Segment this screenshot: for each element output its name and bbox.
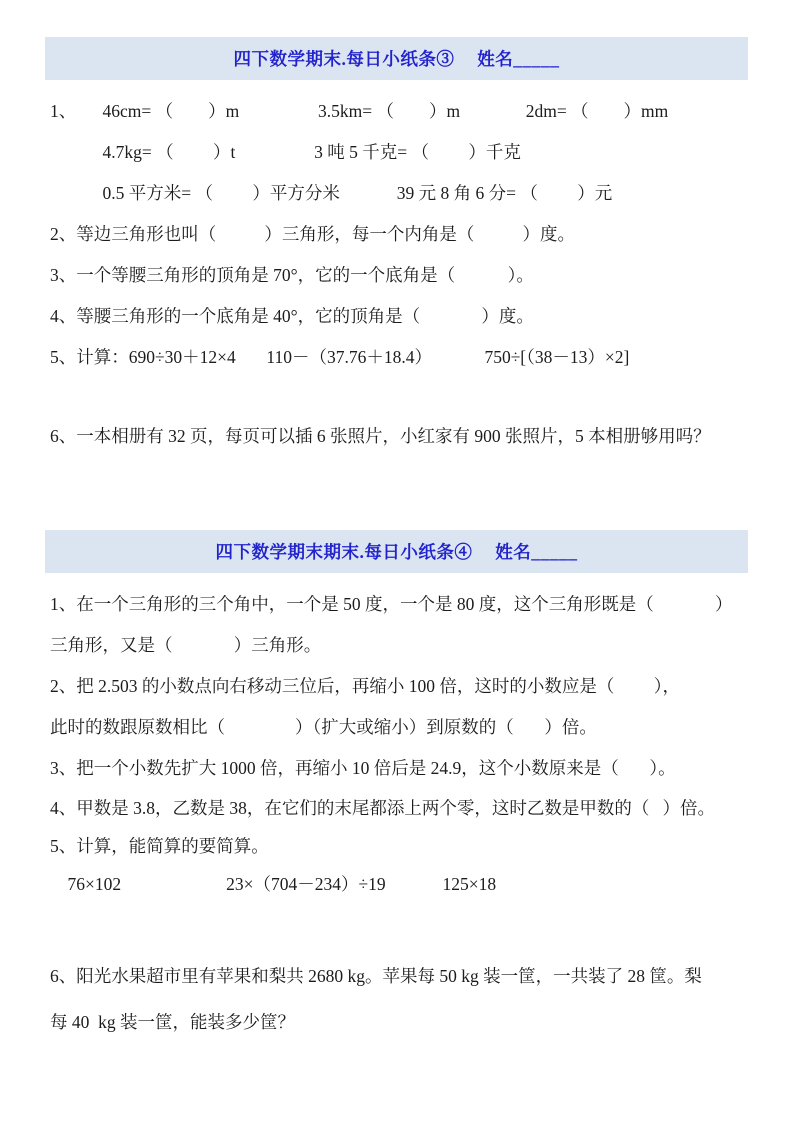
section1-body: [50, 91, 748, 457]
s1-q1-unit-conversion-row3: 0.5 平方米= （ ）平方分米 39 元 8 角 6 分= （ ）元: [50, 183, 613, 203]
section2-body: [50, 584, 748, 1045]
s1-q3-isosceles-vertex-angle: 3、一个等腰三角形的顶角是 70°，它的一个底角是（ ）。: [50, 265, 534, 285]
section2-header-bar: [45, 530, 748, 573]
section1-header-bar: [45, 37, 748, 80]
s2-q3-decimal-scaling: 3、把一个小数先扩大 1000 倍，再缩小 10 倍后是 24.9，这个小数原来是（ ）。: [50, 758, 676, 778]
s2-q2-decimal-point-line2: 此时的数跟原数相比（ ）（扩大或缩小）到原数的（ ）倍。: [50, 717, 597, 737]
s2-q6-fruit-market-line1: 6、阳光水果超市里有苹果和梨共 2680 kg。苹果每 50 kg 装一筐，一共装了 28 筐。梨: [50, 966, 702, 986]
section2-title: 四下数学期末期末.每日小纸条④ 姓名_____: [215, 542, 578, 562]
s1-q5-calculations: 5、计算：690÷30＋12×4 110－（37.76＋18.4） 750÷[（38－13）×2]: [50, 347, 630, 367]
s1-q2-equilateral-triangle: 2、等边三角形也叫（ ）三角形，每一个内角是（ ）度。: [50, 224, 575, 244]
s1-q1-unit-conversion-row2: 4.7kg= （ ）t 3 吨 5 千克= （ ）千克: [50, 142, 521, 162]
s2-q6-fruit-market-line2: 每 40 kg 装一筐，能装多少筐？: [50, 1012, 295, 1032]
s1-q4-isosceles-base-angle: 4、等腰三角形的一个底角是 40°，它的顶角是（ ）度。: [50, 306, 534, 326]
s2-q5-expressions: 76×102 23×（704－234）÷19 125×18: [50, 874, 497, 894]
s1-q6-photo-album-problem: 6、一本相册有 32 页，每页可以插 6 张照片，小红家有 900 张照片，5 本相册够用吗？: [50, 426, 711, 446]
s2-q1-triangle-angles-line2: 三角形，又是（ ）三角形。: [50, 635, 322, 655]
section1-title: 四下数学期末.每日小纸条③ 姓名_____: [233, 49, 560, 69]
s2-q2-decimal-point-line1: 2、把 2.503 的小数点向右移动三位后，再缩小 100 倍，这时的小数应是（ ），: [50, 676, 680, 696]
s2-q5-calculation-instruction: 5、计算，能简算的要简算。: [50, 836, 269, 856]
s2-q4-append-zeros: 4、甲数是 3.8，乙数是 38，在它们的末尾都添上两个零，这时乙数是甲数的（ ）倍。: [50, 798, 715, 818]
s1-q1-unit-conversion-row1: 1、 46cm= （ ）m 3.5km= （ ）m 2dm= （ ）mm: [50, 101, 669, 121]
s2-q1-triangle-angles-line1: 1、在一个三角形的三个角中，一个是 50 度，一个是 80 度，这个三角形既是（ ）: [50, 594, 733, 614]
